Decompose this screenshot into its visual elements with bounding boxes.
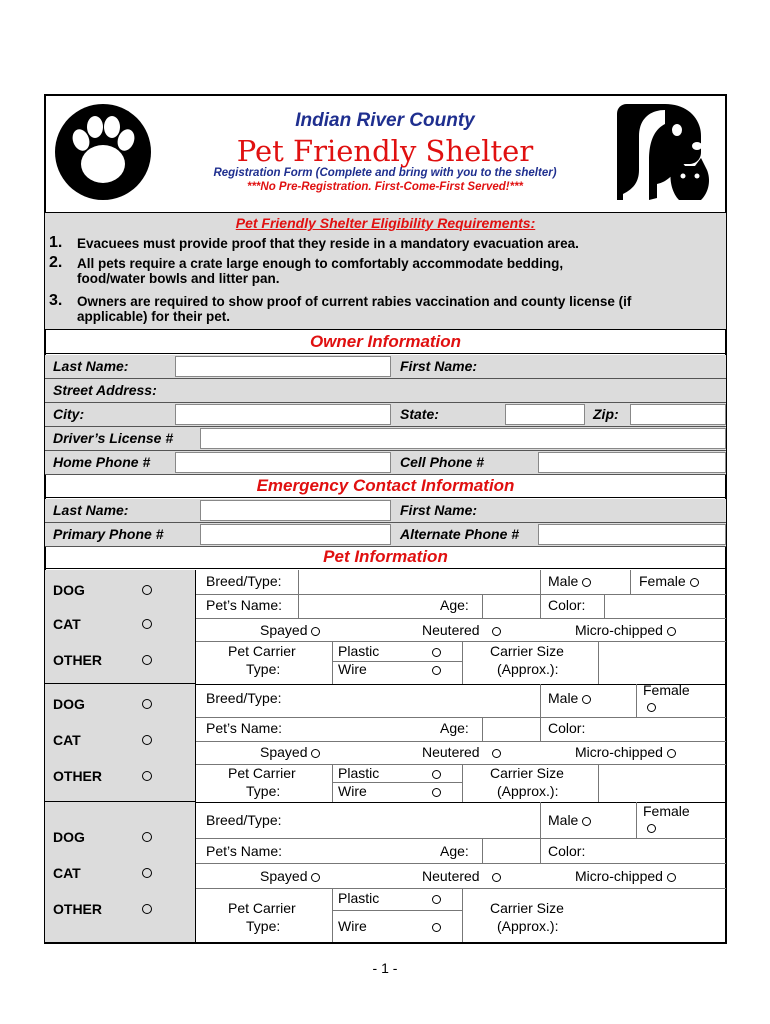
other-radio[interactable]: [142, 771, 152, 781]
neutered-radio[interactable]: [492, 749, 501, 758]
male-radio[interactable]: [582, 817, 591, 826]
pet-type-panel: DOG CAT OTHER: [45, 570, 196, 684]
emergency-alternate-phone-field[interactable]: [538, 524, 726, 545]
page-number: - 1 -: [372, 960, 398, 976]
male-radio[interactable]: [582, 695, 591, 704]
microchipped-radio[interactable]: [667, 873, 676, 882]
wire-radio[interactable]: [432, 666, 441, 675]
emergency-primary-phone-field[interactable]: [200, 524, 391, 545]
emergency-contact-heading: Emergency Contact Information: [45, 476, 726, 498]
requirement-item: 3. Owners are required to show proof of current rabies vaccination and county license (if applicable) for their pet.: [49, 292, 632, 324]
requirement-item: 1. Evacuees must provide proof that they reside in a mandatory evacuation area.: [49, 234, 579, 251]
emergency-phone-row: Primary Phone # Alternate Phone #: [45, 523, 726, 547]
owner-street-row: Street Address:: [45, 379, 726, 403]
owner-last-name-field[interactable]: [175, 356, 391, 377]
owner-license-row: Driver’s License #: [45, 427, 726, 451]
owner-city-field[interactable]: [175, 404, 391, 425]
other-radio[interactable]: [142, 655, 152, 665]
wire-radio[interactable]: [432, 923, 441, 932]
owner-zip-field[interactable]: [630, 404, 726, 425]
pet-type-panel: DOG CAT OTHER: [45, 684, 196, 802]
emergency-name-row: Last Name: First Name:: [45, 499, 726, 523]
emergency-last-name-field[interactable]: [200, 500, 391, 521]
female-radio[interactable]: [647, 824, 656, 833]
male-radio[interactable]: [582, 578, 591, 587]
other-radio[interactable]: [142, 904, 152, 914]
female-radio[interactable]: [647, 703, 656, 712]
cat-radio[interactable]: [142, 868, 152, 878]
female-radio[interactable]: [690, 578, 699, 587]
owner-city-row: City: State: Zip:: [45, 403, 726, 427]
dog-radio[interactable]: [142, 699, 152, 709]
requirements-title: Pet Friendly Shelter Eligibility Requirements:: [235, 215, 536, 231]
plastic-radio[interactable]: [432, 895, 441, 904]
microchipped-radio[interactable]: [667, 749, 676, 758]
owner-info-heading: Owner Information: [45, 332, 726, 354]
requirement-item: 2. All pets require a crate large enough to comfortably accommodate bedding, food/water bowls and litter pan.: [49, 254, 564, 286]
cat-radio[interactable]: [142, 735, 152, 745]
spayed-radio[interactable]: [311, 873, 320, 882]
spayed-radio[interactable]: [311, 749, 320, 758]
county-title: Indian River County: [295, 110, 475, 131]
page-title: Pet Friendly Shelter: [236, 134, 534, 168]
owner-license-field[interactable]: [200, 428, 726, 449]
microchipped-radio[interactable]: [667, 627, 676, 636]
owner-state-field[interactable]: [505, 404, 585, 425]
spayed-radio[interactable]: [311, 627, 320, 636]
form-subtitle: Registration Form (Complete and bring with you to the shelter): [213, 167, 557, 179]
pet-info-heading: Pet Information: [45, 547, 726, 569]
plastic-radio[interactable]: [432, 648, 441, 657]
pet-type-panel: DOG CAT OTHER: [45, 802, 196, 942]
plastic-radio[interactable]: [432, 770, 441, 779]
dog-radio[interactable]: [142, 832, 152, 842]
owner-phone-row: Home Phone # Cell Phone #: [45, 451, 726, 475]
requirements-section: [45, 212, 726, 330]
owner-home-phone-field[interactable]: [175, 452, 391, 473]
neutered-radio[interactable]: [492, 627, 501, 636]
neutered-radio[interactable]: [492, 873, 501, 882]
wire-radio[interactable]: [432, 788, 441, 797]
owner-cell-phone-field[interactable]: [538, 452, 726, 473]
dog-radio[interactable]: [142, 585, 152, 595]
owner-name-row: Last Name: First Name:: [45, 355, 726, 379]
cat-radio[interactable]: [142, 619, 152, 629]
registration-notice: ***No Pre-Registration. First-Come-First Served!***: [246, 181, 524, 193]
